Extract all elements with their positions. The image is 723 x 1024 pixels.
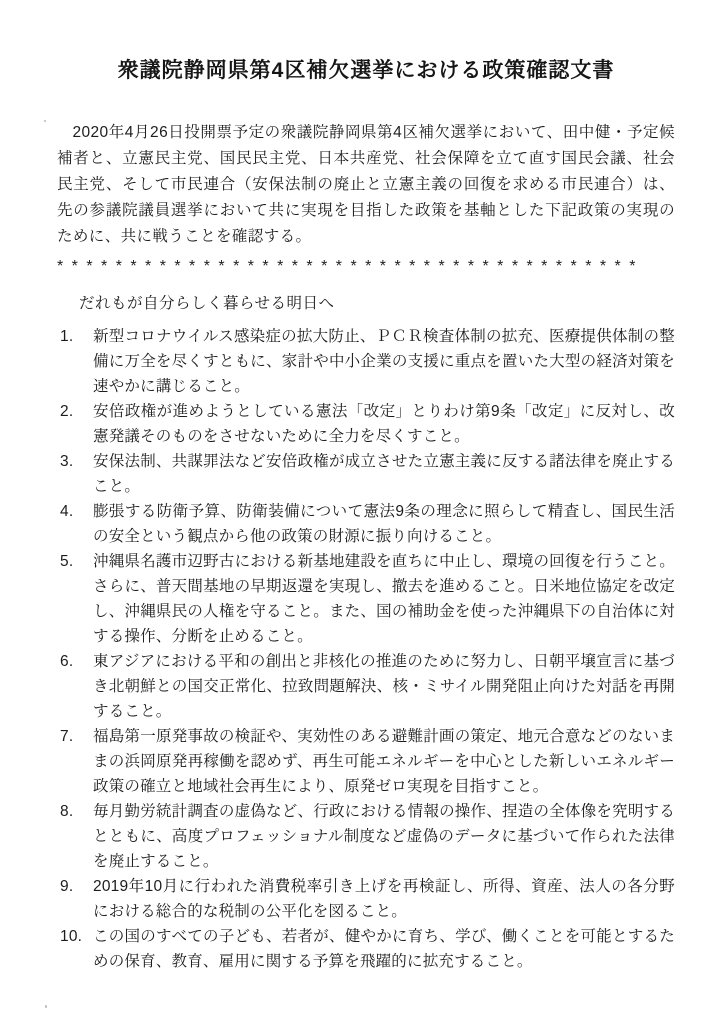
item-number: 1.	[60, 328, 74, 345]
item-text: この国のすべての子ども、若者が、健やかに育ち、学び、働くことを可能とするための保育、教育、雇用に関する予算を飛躍的に拡充すること。	[93, 928, 675, 970]
item-text: 沖縄県名護市辺野古における新基地建設を直ちに中止し、環境の回復を行うこと。さらに、普天間基地の早期返還を実現し、撤去を進めること。日米地位協定を改定し、沖縄県民の人権を守ること。また、国の補助金を使った沖縄県下の自治体に対する操作、分断を止めること。	[93, 553, 675, 645]
item-number: 5.	[60, 553, 74, 570]
item-text: 安倍政権が進めようとしている憲法「改定」とりわけ第9条「改定」に反対し、改憲発議そのものをさせないために全力を尽くすこと。	[93, 403, 675, 445]
item-text: 膨張する防衛予算、防衛装備について憲法9条の理念に照らして精査し、国民生活の安全という観点から他の政策の財源に振り向けること。	[93, 503, 675, 545]
policy-item-10	[57, 924, 675, 974]
policy-item-1	[57, 324, 675, 399]
document-title: 衆議院静岡県第4区補欠選挙における政策確認文書	[117, 59, 615, 82]
policy-item-6	[57, 649, 675, 724]
item-number: 3.	[60, 453, 74, 470]
item-text: 安保法制、共謀罪法など安倍政権が成立させた立憲主義に反する諸法律を廃止すること。	[93, 453, 675, 495]
item-number: 9.	[60, 878, 74, 895]
policy-item-4	[57, 499, 675, 549]
policy-item-2	[57, 399, 675, 449]
item-text: 2019年10月に行われた消費税率引き上げを再検証し、所得、資産、法人の各分野における総合的な税制の公平化を図ること。	[93, 878, 675, 920]
item-number: 6.	[60, 653, 74, 670]
policy-list	[57, 324, 675, 974]
item-text: 東アジアにおける平和の創出と非核化の推進のために努力し、日朝平壌宣言に基づき北朝鮮との国交正常化、拉致問題解決、核・ミサイル開発阻止向けた対話を再開すること。	[93, 653, 675, 720]
item-text: 毎月勤労統計調査の虚偽など、行政における情報の操作、捏造の全体像を究明するとともに、高度プロフェッショナル制度など虚偽のデータに基づいて作られた法律を廃止すること。	[93, 803, 675, 870]
asterisk-divider: * * * * * * * * * * * * * * * * * * * * * * * * * * * * * * * * * * * * * * * *	[57, 258, 638, 275]
item-text: 新型コロナウイルス感染症の拡大防止、ＰＣＲ検査体制の拡充、医療提供体制の整備に万全を尽くすともに、家計や中小企業の支援に重点を置いた大型の経済対策を速やかに講じること。	[93, 328, 675, 395]
item-number: 7.	[60, 728, 74, 745]
item-number: 2.	[60, 403, 74, 420]
item-number: 4.	[60, 503, 74, 520]
item-text: 福島第一原発事故の検証や、実効性のある避難計画の策定、地元合意などのないままの浜岡原発再稼働を認めず、再生可能エネルギーを中心とした新しいエネルギー政策の確立と地域社会再生により、原発ゼロ実現を目指すこと。	[93, 728, 675, 795]
item-number: 10.	[60, 928, 83, 945]
section-subtitle: だれもが自分らしく暮らせる明日へ	[79, 295, 335, 312]
policy-item-8	[57, 799, 675, 874]
policy-item-5	[57, 549, 675, 649]
intro-paragraph: 2020年4月26日投開票予定の衆議院静岡県第4区補欠選挙において、田中健・予定候補者と、立憲民主党、国民民主党、日本共産党、社会保障を立て直す国民会議、社会民主党、そして市民連合（安保法制の廃止と立憲主義の回復を求める市民連合）は、先の参議院議員選挙において共に実現を目指した政策を基軸とした下記政策の実現のために、共に戦うことを確認する。	[57, 124, 675, 245]
policy-item-9	[57, 874, 675, 924]
scan-speck	[44, 120, 46, 122]
scan-speck	[45, 1005, 47, 1008]
policy-item-3	[57, 449, 675, 499]
policy-item-7	[57, 724, 675, 799]
item-number: 8.	[60, 803, 74, 820]
